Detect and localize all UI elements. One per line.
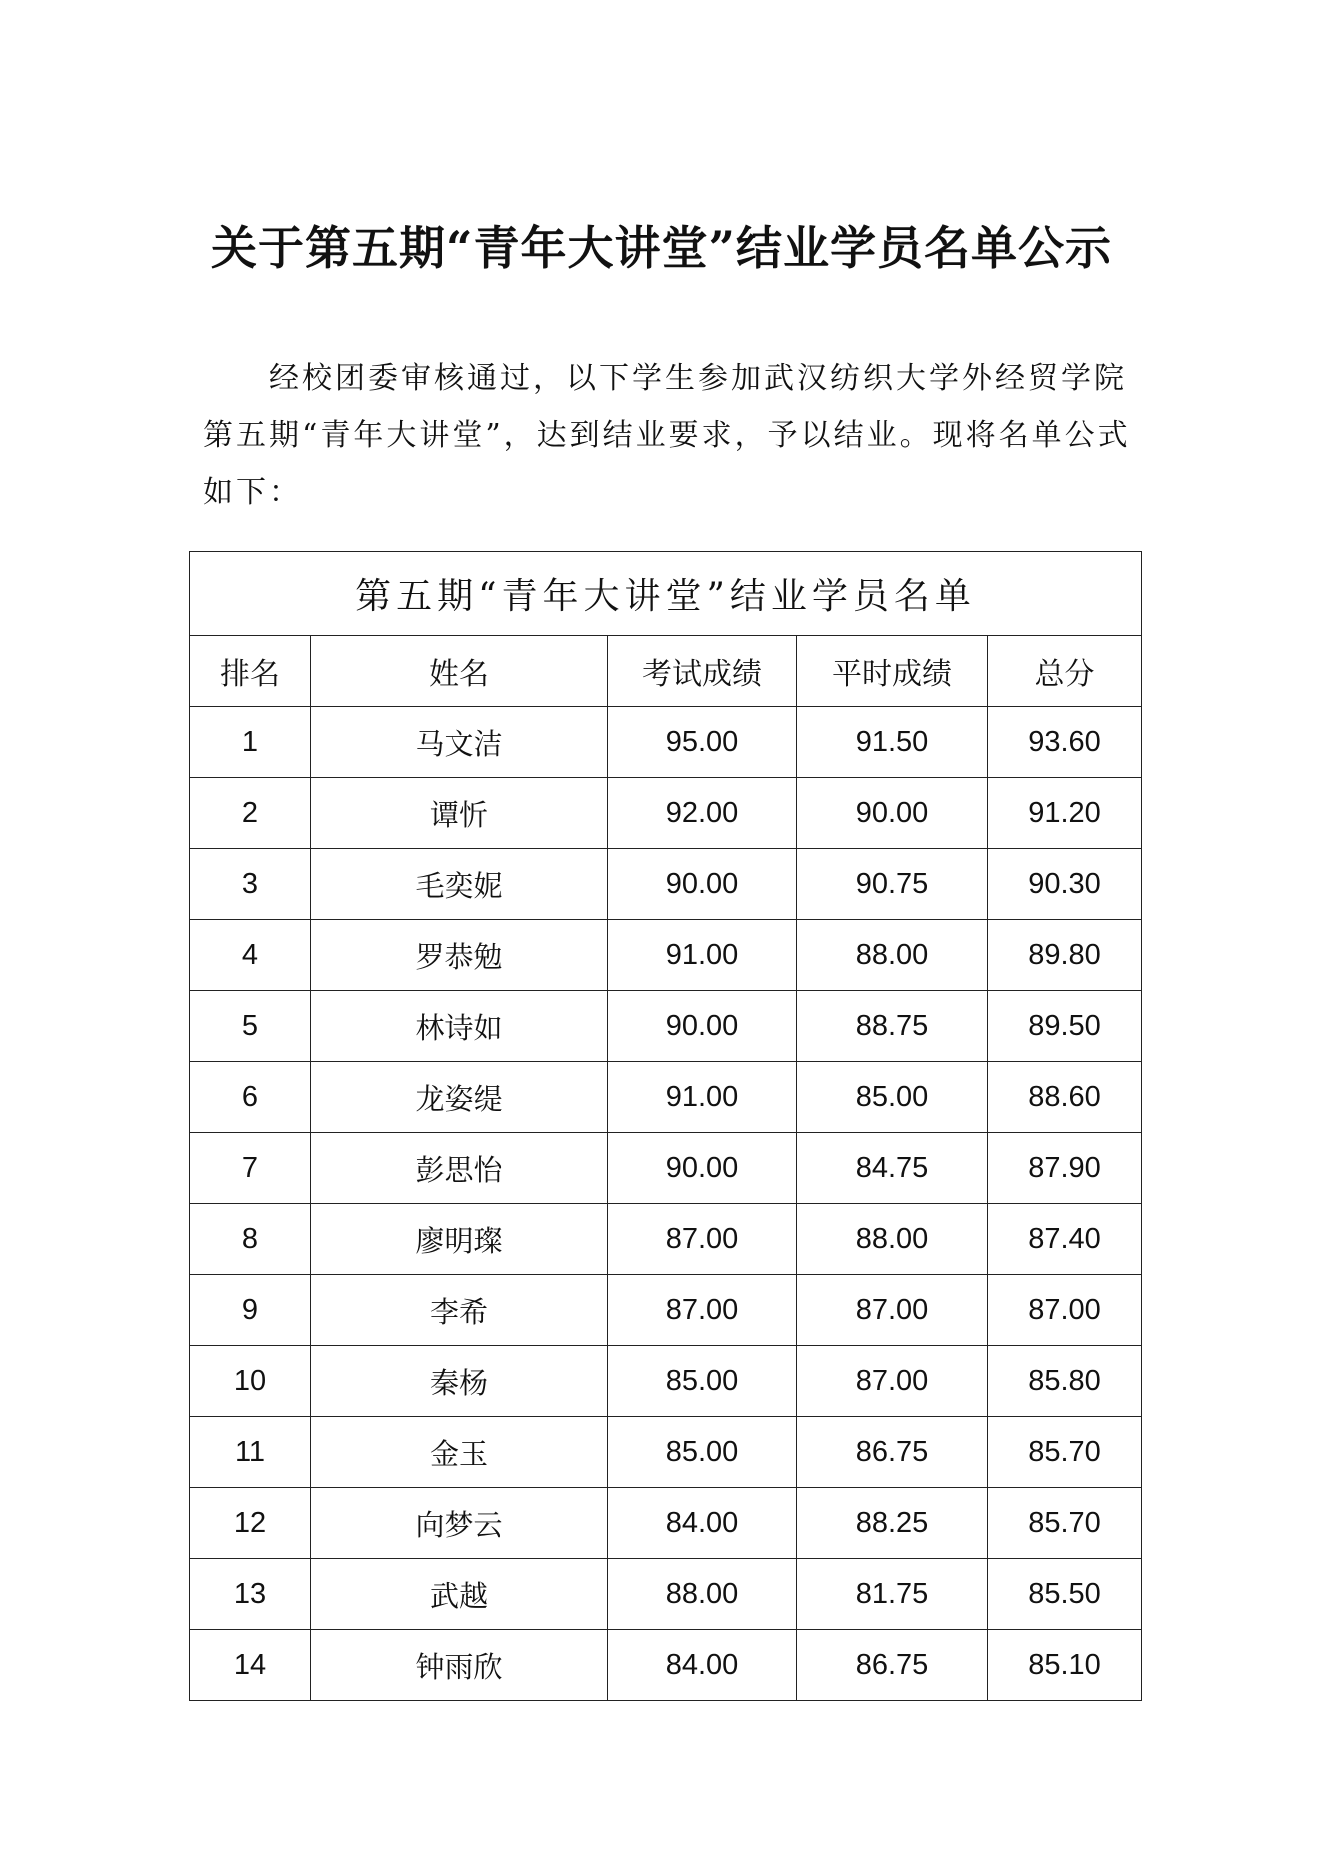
- total-score-cell: 91.20: [988, 778, 1142, 849]
- regular-score-cell: 86.75: [797, 1417, 988, 1488]
- header-name: 姓名: [311, 636, 608, 707]
- name-cell: 谭忻: [311, 778, 608, 849]
- header-rank: 排名: [190, 636, 311, 707]
- rank-cell: 11: [190, 1417, 311, 1488]
- total-score-cell: 87.40: [988, 1204, 1142, 1275]
- exam-score-cell: 87.00: [608, 1275, 797, 1346]
- rank-cell: 10: [190, 1346, 311, 1417]
- exam-score-cell: 87.00: [608, 1204, 797, 1275]
- name-cell: 龙姿缇: [311, 1062, 608, 1133]
- table-row: [190, 778, 1142, 849]
- total-score-cell: 85.80: [988, 1346, 1142, 1417]
- total-score-cell: 89.80: [988, 920, 1142, 991]
- rank-cell: 9: [190, 1275, 311, 1346]
- exam-score-cell: 85.00: [608, 1417, 797, 1488]
- regular-score-cell: 90.75: [797, 849, 988, 920]
- table-row: [190, 1062, 1142, 1133]
- rank-cell: 7: [190, 1133, 311, 1204]
- name-cell: 罗恭勉: [311, 920, 608, 991]
- header-regular-score: 平时成绩: [797, 636, 988, 707]
- regular-score-cell: 88.25: [797, 1488, 988, 1559]
- table-header-row: [190, 636, 1142, 707]
- intro-paragraph: 经校团委审核通过，以下学生参加武汉纺织大学外经贸学院第五期“青年大讲堂”，达到结业要求，予以结业。现将名单公式如下：: [203, 361, 1131, 510]
- table-row: [190, 1559, 1142, 1630]
- table-row: [190, 1133, 1142, 1204]
- table-row: [190, 1630, 1142, 1701]
- table-caption-row: [190, 552, 1142, 636]
- exam-score-cell: 95.00: [608, 707, 797, 778]
- name-cell: 彭思怡: [311, 1133, 608, 1204]
- regular-score-cell: 87.00: [797, 1275, 988, 1346]
- rank-cell: 8: [190, 1204, 311, 1275]
- total-score-cell: 85.70: [988, 1488, 1142, 1559]
- rank-cell: 14: [190, 1630, 311, 1701]
- rank-cell: 3: [190, 849, 311, 920]
- name-cell: 秦杨: [311, 1346, 608, 1417]
- exam-score-cell: 90.00: [608, 991, 797, 1062]
- regular-score-cell: 87.00: [797, 1346, 988, 1417]
- name-cell: 毛奕妮: [311, 849, 608, 920]
- total-score-cell: 90.30: [988, 849, 1142, 920]
- rank-cell: 6: [190, 1062, 311, 1133]
- name-cell: 马文洁: [311, 707, 608, 778]
- header-exam-score: 考试成绩: [608, 636, 797, 707]
- table-row: [190, 991, 1142, 1062]
- regular-score-cell: 88.00: [797, 1204, 988, 1275]
- exam-score-cell: 91.00: [608, 920, 797, 991]
- total-score-cell: 88.60: [988, 1062, 1142, 1133]
- graduate-table: [189, 551, 1142, 1701]
- table-row: [190, 1417, 1142, 1488]
- exam-score-cell: 84.00: [608, 1488, 797, 1559]
- rank-cell: 5: [190, 991, 311, 1062]
- total-score-cell: 85.70: [988, 1417, 1142, 1488]
- rank-cell: 4: [190, 920, 311, 991]
- total-score-cell: 85.50: [988, 1559, 1142, 1630]
- table-row: [190, 1275, 1142, 1346]
- regular-score-cell: 88.75: [797, 991, 988, 1062]
- name-cell: 林诗如: [311, 991, 608, 1062]
- name-cell: 武越: [311, 1559, 608, 1630]
- rank-cell: 13: [190, 1559, 311, 1630]
- regular-score-cell: 90.00: [797, 778, 988, 849]
- regular-score-cell: 84.75: [797, 1133, 988, 1204]
- regular-score-cell: 81.75: [797, 1559, 988, 1630]
- regular-score-cell: 85.00: [797, 1062, 988, 1133]
- name-cell: 李希: [311, 1275, 608, 1346]
- name-cell: 金玉: [311, 1417, 608, 1488]
- table-row: [190, 1488, 1142, 1559]
- regular-score-cell: 88.00: [797, 920, 988, 991]
- exam-score-cell: 90.00: [608, 1133, 797, 1204]
- total-score-cell: 89.50: [988, 991, 1142, 1062]
- header-total-score: 总分: [988, 636, 1142, 707]
- rank-cell: 2: [190, 778, 311, 849]
- exam-score-cell: 88.00: [608, 1559, 797, 1630]
- table-row: [190, 920, 1142, 991]
- regular-score-cell: 86.75: [797, 1630, 988, 1701]
- total-score-cell: 85.10: [988, 1630, 1142, 1701]
- page-title: 关于第五期“青年大讲堂”结业学员名单公示: [211, 221, 1112, 275]
- exam-score-cell: 85.00: [608, 1346, 797, 1417]
- total-score-cell: 93.60: [988, 707, 1142, 778]
- table-row: [190, 849, 1142, 920]
- total-score-cell: 87.00: [988, 1275, 1142, 1346]
- name-cell: 钟雨欣: [311, 1630, 608, 1701]
- name-cell: 廖明璨: [311, 1204, 608, 1275]
- exam-score-cell: 92.00: [608, 778, 797, 849]
- exam-score-cell: 84.00: [608, 1630, 797, 1701]
- total-score-cell: 87.90: [988, 1133, 1142, 1204]
- rank-cell: 1: [190, 707, 311, 778]
- table-caption: 第五期“青年大讲堂”结业学员名单: [190, 552, 1142, 636]
- table-body: [190, 707, 1142, 1701]
- table-row: [190, 1204, 1142, 1275]
- table-row: [190, 707, 1142, 778]
- table-row: [190, 1346, 1142, 1417]
- exam-score-cell: 90.00: [608, 849, 797, 920]
- exam-score-cell: 91.00: [608, 1062, 797, 1133]
- name-cell: 向梦云: [311, 1488, 608, 1559]
- regular-score-cell: 91.50: [797, 707, 988, 778]
- rank-cell: 12: [190, 1488, 311, 1559]
